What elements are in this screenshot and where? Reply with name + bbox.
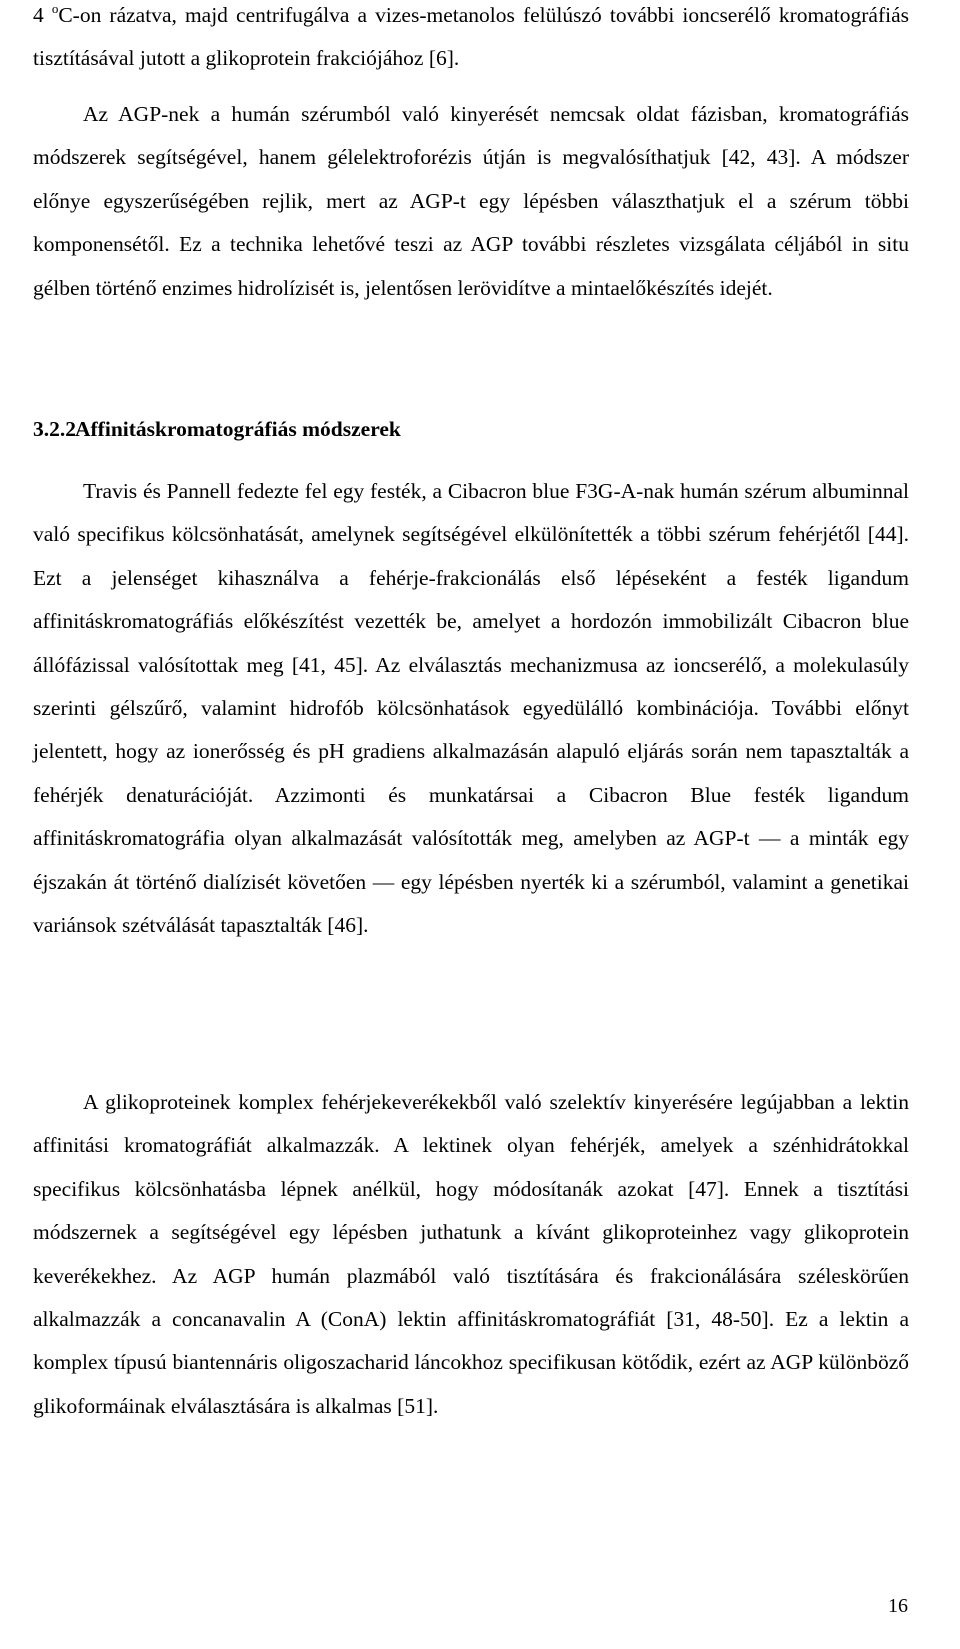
section-title: Affinitáskromatográfiás módszerek	[75, 417, 401, 441]
paragraph-lectin-affinity	[33, 1081, 909, 1428]
continuation-lead: 4	[33, 3, 52, 27]
paragraph-gel-electrophoresis	[33, 93, 909, 310]
section-heading	[33, 408, 401, 451]
section-number: 3.2.2	[33, 417, 76, 441]
paragraph-text: A glikoproteinek komplex fehérjekeverékekből való szelektív kinyerésére legújabban a lektin affinitási kromatográfiát alkalmazzák. A lektinek olyan fehérjék, amelyek a szénhidrátokkal specifikus kölcsönhatásba lépnek anélkül, hogy módosítanák azokat [47]. Ennek a tisztítási módszernek a segítségével egy lépésben juthatunk a kívánt glikoproteinhez vagy glikoprotein keverékekhez. Az AGP humán plazmából való tisztítására és frakcionálására széleskörűen alkalmazzák a concanavalin A (ConA) lektin affinitáskromatográfiát [31, 48-50]. Ez a lektin a komplex típusú biantennáris oligoszacharid láncokhoz specifikusan kötődik, ezért az AGP különböző glikoformáinak elválasztására is alkalmas [51].	[33, 1090, 909, 1418]
degree-superscript: o	[51, 1, 59, 16]
continuation-text: C-on rázatva, majd centrifugálva a vizes-metanolos felülúszó további ioncserélő kromatográfiás tisztításával jutott a glikoprotein frakciójához [6].	[33, 3, 910, 71]
paragraph-text: Travis és Pannell fedezte fel egy festék, a Cibacron blue F3G-A-nak humán szérum albuminnal való specifikus kölcsönhatását, amelynek segítségével elkülönítették a többi szérum fehérjétől [44]. Ezt a jelenséget kihasználva a fehérje-frakcionálás első lépéseként a festék ligandum affinitáskromatográfiás előkészítést vezették be, amelyet a hordozón immobilizált Cibacron blue állófázissal valósítottak meg [41, 45]. Az elválasztás mechanizmusa az ioncserélő, a molekulasúly szerinti gélszűrő, valamint hidrofób kölcsönhatások egyedülálló kombinációja. További előnyt jelentett, hogy az ionerősség és pH gradiens alkalmazásán alapuló eljárás során nem tapasztalták a fehérjék denaturációját. Azzimonti és munkatársai a Cibacron Blue festék ligandum affinitáskromatográfia olyan alkalmazását valósították meg, amelyben az AGP-t — a minták egy éjszakán át történő dialízisét követően — egy lépésben nyerték ki a szérumból, valamint a genetikai variánsok szétválását tapasztalták [46].	[33, 479, 909, 938]
page-number: 16	[888, 1595, 908, 1617]
paragraph-text: Az AGP-nek a humán szérumból való kinyerését nemcsak oldat fázisban, kromatográfiás módszerek segítségével, hanem gélelektroforézis útján is megvalósíthatjuk [42, 43]. A módszer előnye egyszerűségében rejlik, mert az AGP-t egy lépésben választhatjuk el a szérum többi komponensétől. Ez a technika lehetővé teszi az AGP további részletes vizsgálata céljából in situ gélben történő enzimes hidrolízisét is, jelentősen lerövidítve a mintaelőkészítés idejét.	[33, 102, 909, 300]
continuation-paragraph	[33, 0, 909, 81]
paragraph-cibacron-blue	[33, 470, 909, 947]
